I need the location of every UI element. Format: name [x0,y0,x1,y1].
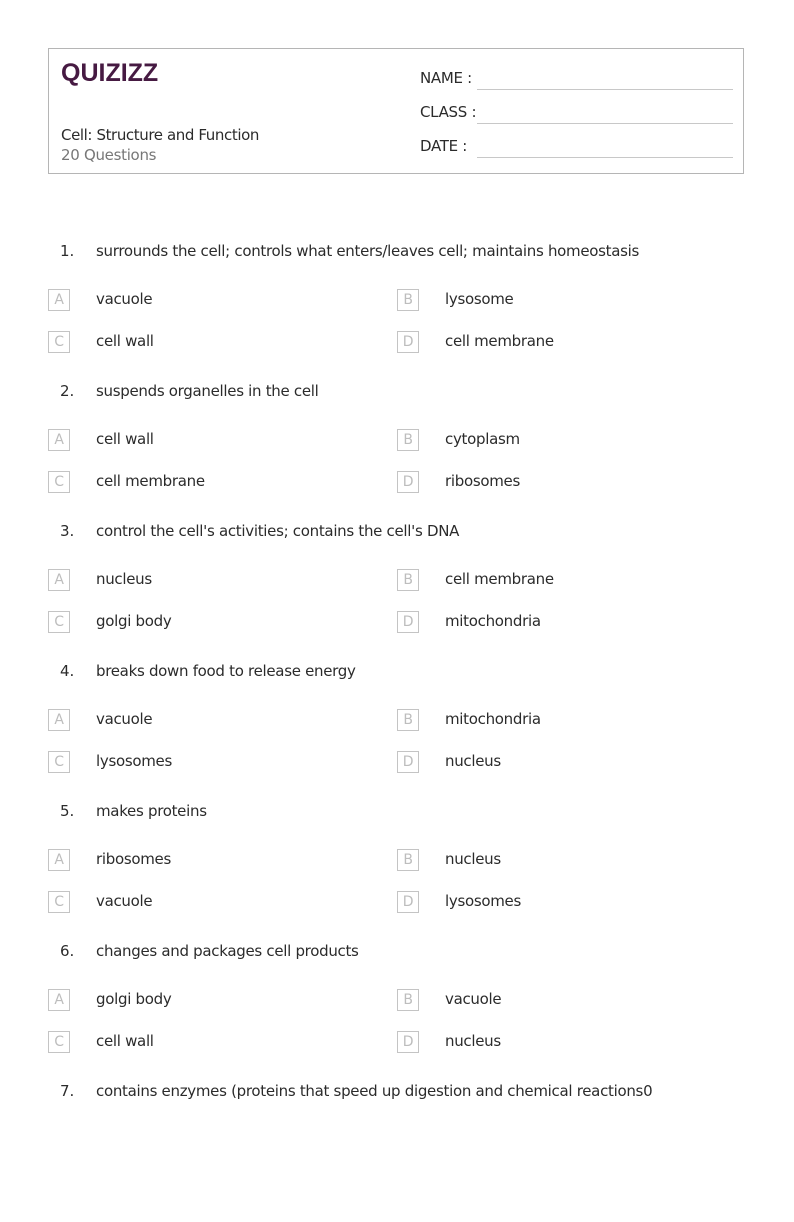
option-letter-box[interactable]: C [48,751,70,773]
question-text: control the cell's activities; contains the cell's DNA [96,522,460,540]
option-text: lysosomes [96,752,172,770]
option-letter-box[interactable]: A [48,429,70,451]
question-text: breaks down food to release energy [96,662,356,680]
option-text: cell wall [96,1032,154,1050]
option-letter-box[interactable]: C [48,471,70,493]
question-text: makes proteins [96,802,207,820]
option-letter-box[interactable]: D [397,471,419,493]
option-text: lysosome [445,290,514,308]
option-letter-box[interactable]: D [397,751,419,773]
option-letter-box[interactable]: C [48,611,70,633]
option-letter-box[interactable]: C [48,891,70,913]
option-text: cell membrane [96,472,205,490]
question-number: 2. [60,382,75,400]
question-number: 4. [60,662,75,680]
option-letter-box[interactable]: D [397,331,419,353]
option-text: nucleus [445,1032,501,1050]
question-count: 20 Questions [61,146,157,164]
option-letter-box[interactable]: B [397,569,419,591]
question [0,662,794,802]
option-text: golgi body [96,990,172,1008]
question-text: surrounds the cell; controls what enters/leaves cell; maintains homeostasis [96,242,640,260]
question [0,802,794,942]
option-letter-box[interactable]: D [397,891,419,913]
question-text: suspends organelles in the cell [96,382,319,400]
option-letter-box[interactable]: C [48,331,70,353]
date-label: DATE : [420,137,468,155]
option-text: nucleus [96,570,152,588]
quizizz-logo: QUIZIZZ [61,59,159,87]
question [0,942,794,1082]
option-text: vacuole [445,990,502,1008]
option-text: vacuole [96,892,153,910]
option-text: cell wall [96,430,154,448]
option-text: cell wall [96,332,154,350]
option-letter-box[interactable]: A [48,289,70,311]
option-text: vacuole [96,290,153,308]
option-letter-box[interactable]: A [48,989,70,1011]
question-number: 7. [60,1082,75,1100]
question-number: 1. [60,242,75,260]
question-text: contains enzymes (proteins that speed up digestion and chemical reactions0 [96,1082,653,1100]
question [0,242,794,382]
option-letter-box[interactable]: B [397,709,419,731]
option-text: golgi body [96,612,172,630]
question [0,382,794,522]
question [0,1082,794,1222]
option-text: ribosomes [96,850,171,868]
option-letter-box[interactable]: B [397,849,419,871]
option-text: cell membrane [445,332,554,350]
option-letter-box[interactable]: B [397,989,419,1011]
option-letter-box[interactable]: D [397,611,419,633]
option-text: mitochondria [445,710,541,728]
class-line[interactable] [477,123,733,124]
option-text: lysosomes [445,892,521,910]
worksheet-title: Cell: Structure and Function [61,126,259,144]
question [0,522,794,662]
option-letter-box[interactable]: A [48,569,70,591]
option-letter-box[interactable]: C [48,1031,70,1053]
question-number: 3. [60,522,75,540]
option-text: cell membrane [445,570,554,588]
option-text: mitochondria [445,612,541,630]
question-text: changes and packages cell products [96,942,359,960]
question-number: 6. [60,942,75,960]
worksheet-header [48,48,744,174]
option-letter-box[interactable]: D [397,1031,419,1053]
option-letter-box[interactable]: A [48,849,70,871]
option-letter-box[interactable]: A [48,709,70,731]
question-number: 5. [60,802,75,820]
option-text: nucleus [445,752,501,770]
option-text: cytoplasm [445,430,520,448]
option-text: ribosomes [445,472,520,490]
name-line[interactable] [477,89,733,90]
option-letter-box[interactable]: B [397,289,419,311]
option-letter-box[interactable]: B [397,429,419,451]
date-line[interactable] [477,157,733,158]
name-label: NAME : [420,69,472,87]
class-label: CLASS : [420,103,477,121]
option-text: vacuole [96,710,153,728]
option-text: nucleus [445,850,501,868]
